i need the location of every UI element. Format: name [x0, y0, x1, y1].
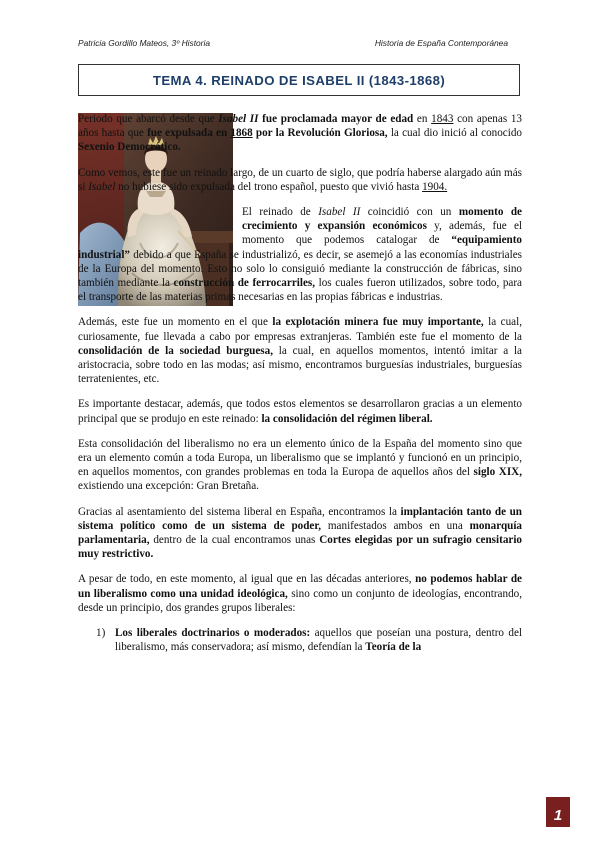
p1-expulsada: fue expulsada en: [147, 127, 231, 140]
p3-crecimiento: momento de crecimiento y expansión económicos: [242, 206, 522, 233]
p3-wrap: [78, 205, 242, 247]
paragraph-7: [78, 505, 522, 562]
paragraph-1: [78, 112, 522, 155]
paragraph-5: [78, 397, 522, 425]
p7-implantacion: implantación tanto de un sistema político como de un sistema de poder,: [78, 505, 522, 532]
paragraph-8: [78, 572, 522, 615]
p4-burguesa: consolidación de la sociedad burguesa,: [78, 344, 273, 357]
p1-year-1868: 1868: [230, 127, 253, 140]
p6-text: Esta consolidación del liberalismo no era un elemento único de la España del momento sino que era un elemento común a toda Europa, un liberalismo que se implantó y funcionó en un principio, en aquellos momentos, con grandes problemas en toda la Europa de aquellos años del: [78, 437, 522, 479]
p8-unidad: no podemos hablar de un liberalismo como una unidad ideológica,: [78, 573, 522, 600]
paragraph-6: [78, 437, 522, 494]
p3-ferrocarriles: construcción de ferrocarriles,: [173, 277, 316, 290]
paragraph-4: [78, 315, 522, 386]
p7-cortes: Cortes elegidas por un sufragio censitario muy restrictivo.: [78, 534, 522, 561]
paragraph-3: [78, 205, 522, 304]
paragraph-2: [78, 166, 522, 194]
p1-revolucion: por la Revolución Gloriosa,: [252, 127, 388, 140]
p1-text: la cual dio inició al conocido: [387, 127, 522, 140]
p1-sexenio: Sexenio Democrático.: [78, 141, 181, 154]
p2-year-1904: 1904.: [422, 180, 448, 193]
body-text: [78, 112, 522, 666]
list-item: [78, 626, 522, 654]
p8-text: sino como un conjunto de ideologías, encontrando, desde un principio, dos grandes grupos liberales:: [78, 587, 522, 614]
p3-isabel: Isabel II: [318, 206, 361, 219]
page-number-badge: [546, 797, 570, 827]
p4-text: la cual, en aquellos momentos, intentó imitar a la aristocracia, sobre todo en las modas; así mismo, encontramos burguesías industriales, burguesías terratenientes, etc.: [78, 344, 522, 386]
p1-proclamada: fue proclamada mayor de edad: [258, 113, 414, 125]
p7-text: dentro de la cual encontramos unas: [149, 534, 320, 547]
p6-siglo: siglo XIX,: [473, 466, 522, 479]
p8-text: A pesar de todo, en este momento, al igual que en las décadas anteriores,: [78, 573, 416, 586]
p4-explotacion: la explotación minera fue muy importante,: [272, 316, 484, 329]
page-number: 1: [553, 807, 563, 824]
p4-text: Además, este fue un momento en el que: [78, 316, 273, 329]
p3-text: El reinado de: [242, 206, 319, 219]
header-author: Patricia Gordillo Mateos, 3º Historia: [78, 38, 210, 48]
list-teoria: Teoría de la: [365, 641, 422, 654]
p7-monarquia: monarquía parlamentaria,: [78, 519, 522, 547]
p7-text: manifestados ambos en una: [321, 519, 470, 532]
p5-text: Es importante destacar, además, que todos estos elementos se desarrollaron gracias a un elemento principal que se produjo en este reinado:: [78, 398, 522, 425]
list-number: 1): [96, 627, 106, 640]
p2-text: no hubiese sido expulsada del trono español, puesto que vivió hasta: [115, 180, 423, 193]
p2-isabel: Isabel: [88, 180, 116, 193]
title-box: [78, 64, 520, 96]
p1-isabel: Isabel II: [218, 113, 259, 125]
p7-text: Gracias al asentamiento del sistema liberal en España, encontramos la: [78, 505, 401, 518]
p6-text: existiendo una excepción: Gran Bretaña.: [78, 480, 259, 493]
p3-text: y, además, fue el momento que podemos catalogar de: [242, 220, 522, 247]
p3-text: debido a que España se industrializó, es decir, se asemejó a las economías industriales de la Europa del momento. Esto no solo lo consiguió mediante la construcción de fábricas, sino también mediante la: [78, 248, 522, 290]
p3-text: coincidió con un: [360, 206, 459, 219]
list-text: aquellos que poseían una postura, dentro del liberalismo, más conservadora; así mismo, defendían la: [115, 627, 522, 654]
p1-year-1843: 1843: [431, 113, 454, 125]
p2-text: Como vemos, este fue un reinado largo, de un cuarto de siglo, que podría haberse alargado aún más si: [78, 166, 522, 193]
p4-text: la cual, curiosamente, fue llevada a cabo por empresas extranjeras. También este fue el momento de la: [78, 316, 522, 343]
header-course: Historia de España Contemporánea: [374, 38, 508, 48]
list-doctrinarios: Los liberales doctrinarios o moderados:: [115, 627, 311, 640]
page-title: TEMA 4. REINADO DE ISABEL II (1843-1868): [152, 72, 446, 88]
p3-text: los cuales fueron utilizados, sobre todo, para el transporte de las materias primas necesarias en las propias fábricas e industrias.: [78, 277, 522, 304]
p1-text: con apenas 13 años hasta que: [78, 113, 522, 140]
p1-text: Periodo que abarcó desde que: [78, 113, 219, 125]
p3-equipamiento: “equipamiento industrial”: [78, 234, 522, 261]
p1-text: en: [413, 113, 432, 125]
p5-regimen-liberal: la consolidación del régimen liberal.: [261, 412, 433, 425]
